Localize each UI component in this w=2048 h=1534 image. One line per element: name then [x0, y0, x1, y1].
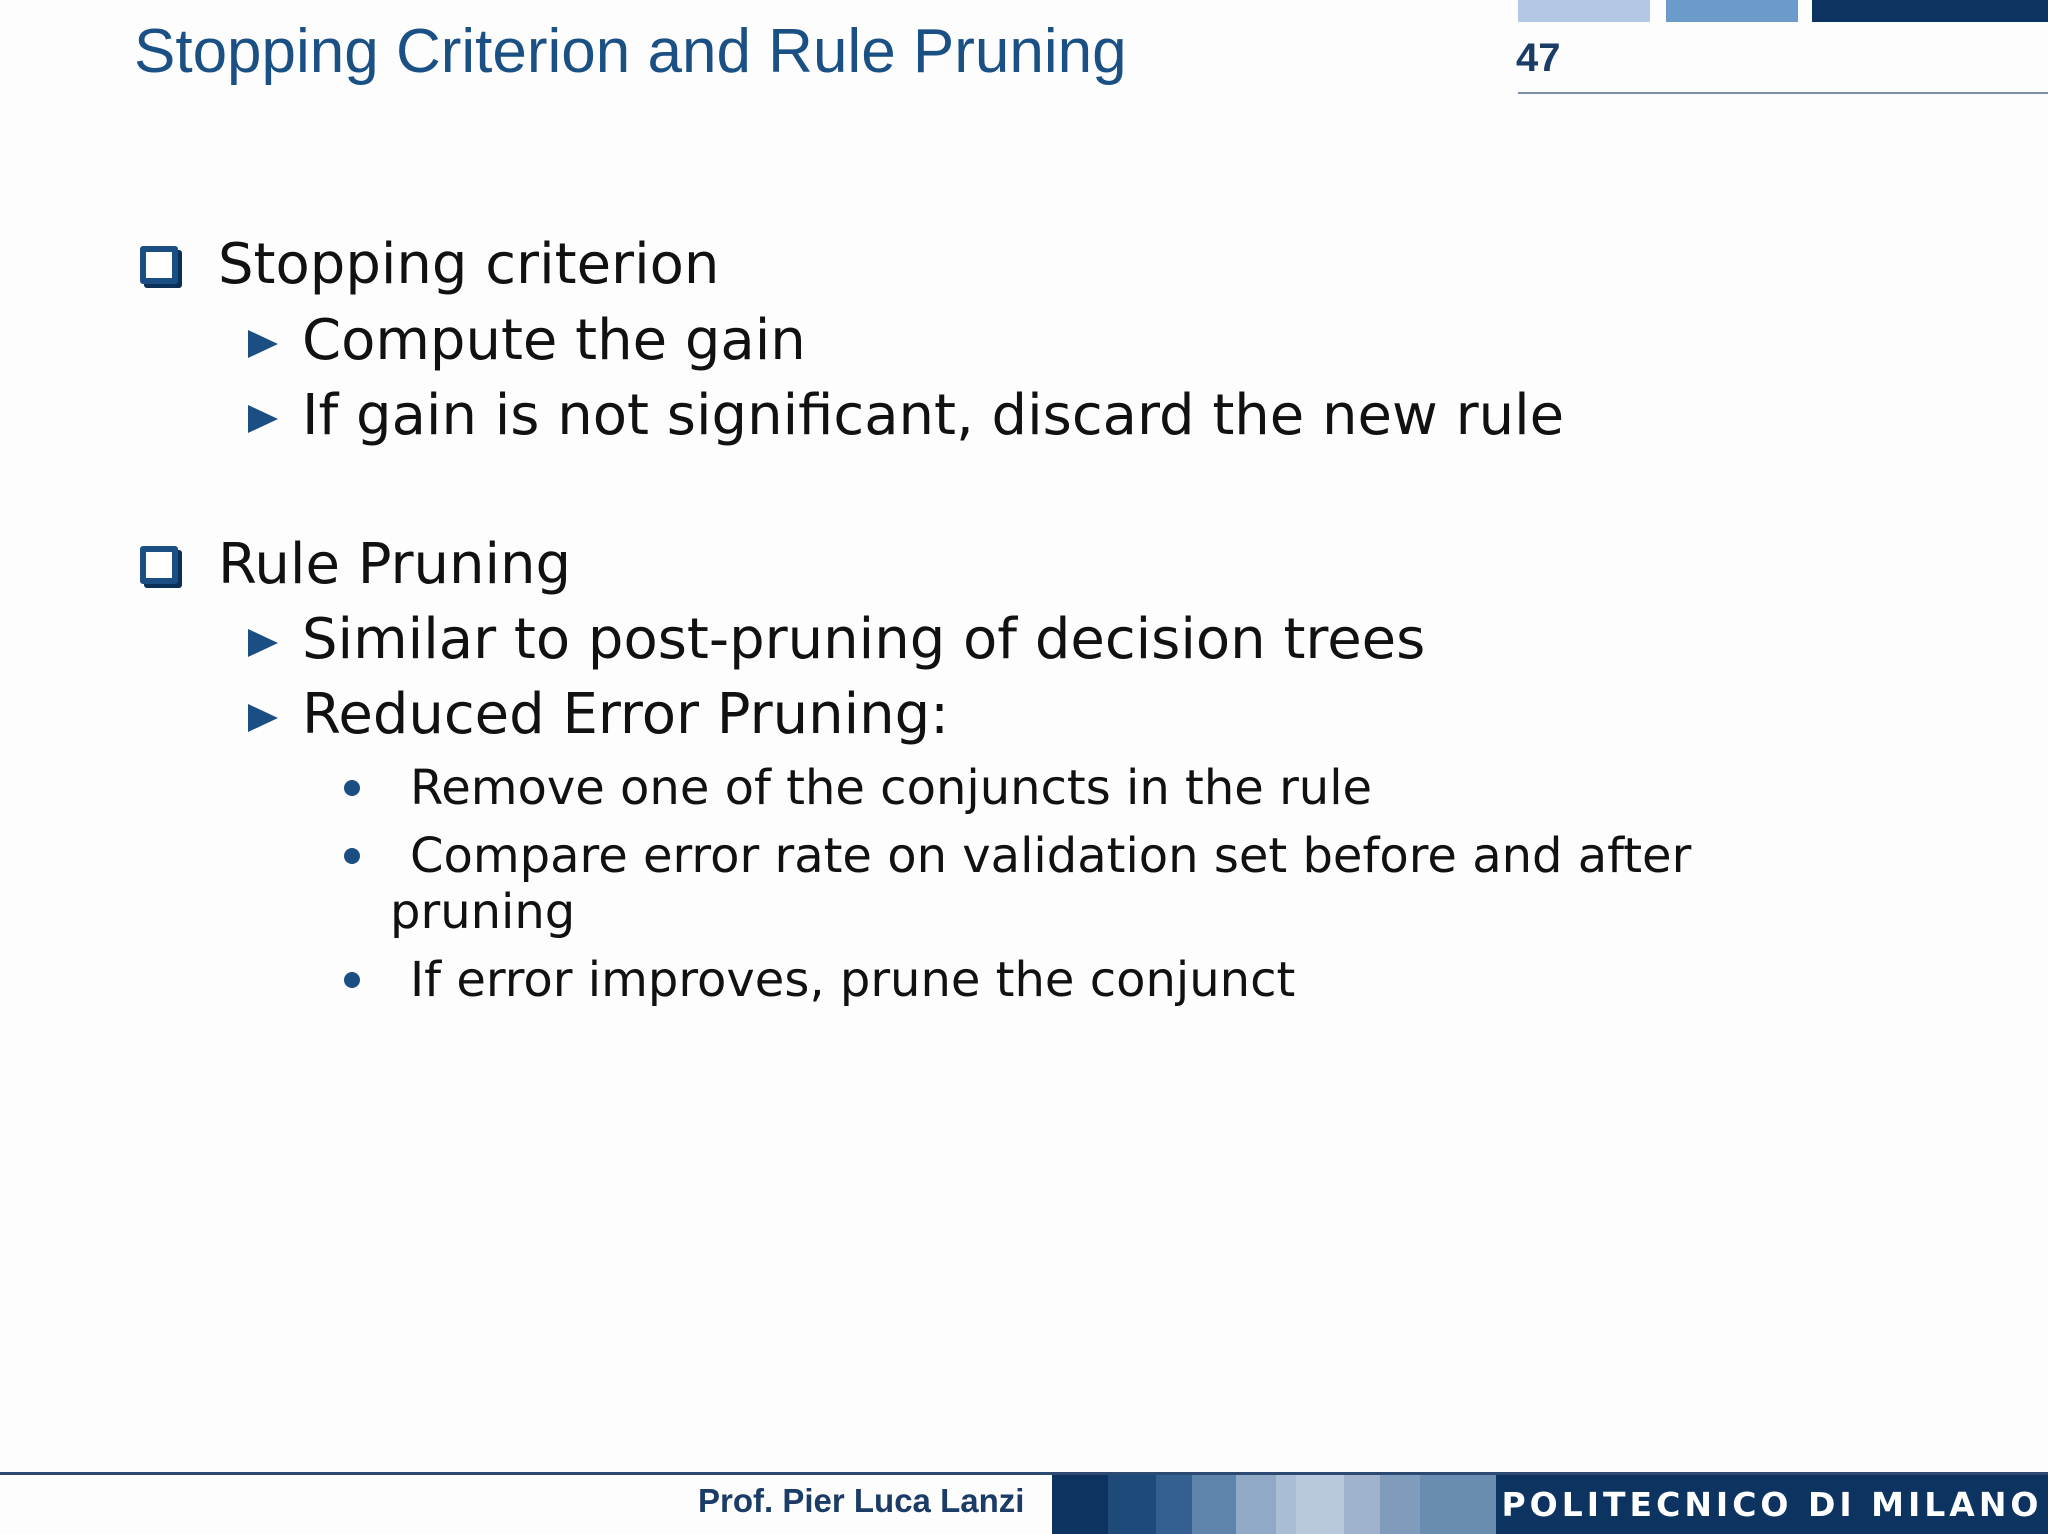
arrow-bullet-icon	[248, 629, 278, 657]
dot-bullet-icon	[344, 972, 360, 988]
footer-strip-segment	[1052, 1475, 1108, 1534]
footer-strip-segment	[1344, 1475, 1380, 1534]
footer-strip-segment	[1380, 1475, 1420, 1534]
bullet-text: Remove one of the conjuncts in the rule	[410, 760, 1373, 816]
section-heading: Rule Pruning	[218, 532, 572, 597]
bullet-level1	[140, 532, 571, 597]
footer-color-strip	[1052, 1475, 1496, 1534]
header-decor-block-medium	[1666, 0, 1798, 22]
bullet-text: Compute the gain	[302, 308, 806, 373]
footer-strip-segment	[1108, 1475, 1156, 1534]
bullet-level2	[248, 308, 806, 373]
header-divider	[1518, 92, 2048, 94]
slide-title: Stopping Criterion and Rule Pruning	[134, 17, 1127, 86]
bullet-level2	[248, 682, 949, 747]
arrow-bullet-icon	[248, 405, 278, 433]
footer-strip-segment	[1236, 1475, 1276, 1534]
square-bullet-icon	[140, 546, 178, 584]
bullet-level1	[140, 232, 719, 297]
bullet-text: Similar to post-pruning of decision trees	[302, 607, 1426, 672]
footer-author: Prof. Pier Luca Lanzi	[698, 1482, 1025, 1519]
bullet-level2	[248, 607, 1425, 672]
institution-logo: POLITECNICO DI MILANO	[1496, 1475, 2048, 1534]
footer-strip-segment	[1192, 1475, 1236, 1534]
header-decor-block-light	[1518, 0, 1650, 22]
arrow-bullet-icon	[248, 330, 278, 358]
bullet-text-continuation: pruning	[390, 884, 576, 940]
bullet-text: Reduced Error Pruning:	[302, 682, 950, 747]
section-heading: Stopping criterion	[218, 232, 720, 297]
footer-strip-segment	[1296, 1475, 1344, 1534]
slide-number: 47	[1516, 36, 1561, 80]
footer-strip-segment	[1276, 1475, 1296, 1534]
dot-bullet-icon	[344, 780, 360, 796]
bullet-text: If gain is not significant, discard the new rule	[302, 383, 1565, 448]
header-decor-block-dark	[1812, 0, 2048, 22]
dot-bullet-icon	[344, 848, 360, 864]
bullet-text: Compare error rate on validation set before and after	[410, 828, 1692, 884]
bullet-text: If error improves, prune the conjunct	[410, 952, 1296, 1008]
bullet-level2	[248, 383, 1564, 448]
arrow-bullet-icon	[248, 704, 278, 732]
bullet-level3	[340, 952, 1295, 1008]
square-bullet-icon	[140, 246, 178, 284]
footer-strip-segment	[1156, 1475, 1192, 1534]
footer-strip-segment	[1420, 1475, 1496, 1534]
bullet-level3	[340, 760, 1372, 816]
bullet-level3	[340, 828, 1691, 884]
